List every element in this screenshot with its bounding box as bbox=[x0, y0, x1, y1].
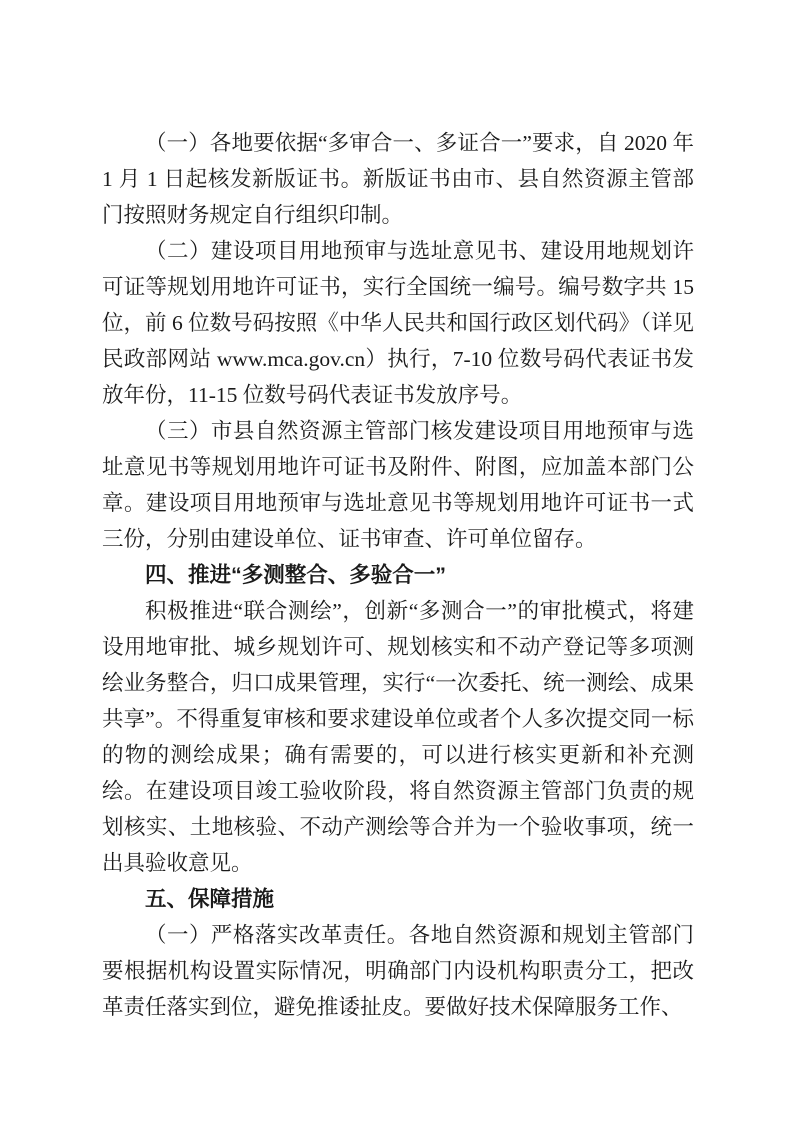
paragraph-section-4: 积极推进“联合测绘”，创新“多测合一”的审批模式，将建设用地审批、城乡规划许可、规划核实和不动产登记等多项测绘业务整合，归口成果管理，实行“一次委托、统一测绘、成果共享”。不得重复审核和要求建设单位或者个人多次提交同一标的物的测绘成果；确有需要的，可以进行核实更新和补充测绘。在建设项目竣工验收阶段，将自然资源主管部门负责的规划核实、土地核验、不动产测绘等合并为一个验收事项，统一出具验收意见。 bbox=[102, 599, 694, 875]
section-heading-4: 四、推进“多测整合、多验合一” bbox=[145, 563, 447, 587]
paragraph-section-5 bbox=[102, 917, 694, 1025]
paragraph-item-1: （一）各地要依据“多审合一、多证合一”要求，自 2020 年 1 月 1 日起核发新版证书。新版证书由市、县自然资源主管部门按照财务规定自行组织印制。 bbox=[102, 131, 694, 227]
paragraph-lead-item-title: （一）严格落实改革责任。 bbox=[145, 923, 409, 947]
paragraph-rest: 各地自然资源和规划主管部门要根据机构设置实际情况，明确部门内设机构职责分工，把改革责任落实到位，避免推诿扯皮。要做好技术保障服务工作、 bbox=[102, 923, 694, 1019]
paragraph-item-3: （三）市县自然资源主管部门核发建设项目用地预审与选址意见书等规划用地许可证书及附件、附图，应加盖本部门公章。建设项目用地预审与选址意见书等规划用地许可证书一式三份，分别由建设单位、证书审查、许可单位留存。 bbox=[102, 419, 694, 551]
paragraph-item-2: （二）建设项目用地预审与选址意见书、建设用地规划许可证等规划用地许可证书，实行全国统一编号。编号数字共 15 位，前 6 位数号码按照《中华人民共和国行政区划代码》（详见民政部网站 www.mca.gov.cn）执行，7-10 位数号码代表证书发放年份，11-15 位数号码代表证书发放序号。 bbox=[102, 239, 694, 407]
section-heading-5: 五、保障措施 bbox=[145, 887, 275, 911]
document-body bbox=[102, 125, 694, 1025]
